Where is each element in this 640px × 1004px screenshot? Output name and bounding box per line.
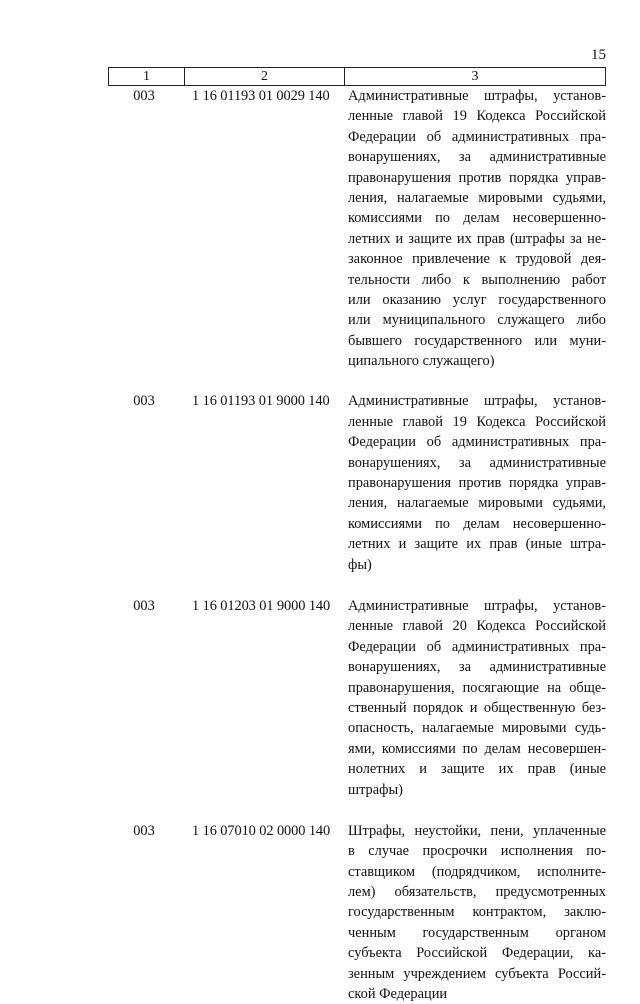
table-row [108,86,606,371]
description-line: Административные штрафы, установ- [348,393,606,410]
description-line: государственным контрактом, заклю- [348,904,606,921]
description-line: или муниципального служащего либо [348,312,606,329]
table-row [108,391,606,575]
description-line: лем) обязательств, предусмотренных [348,884,606,901]
header-col-2: 2 [185,68,345,85]
table-header-row [108,67,606,86]
description-line: нолетних и защите их прав (иные [348,761,606,778]
income-description [344,821,606,1004]
admin-code: 003 [133,88,155,104]
description-line: Федерации об административных пра- [348,434,606,451]
description-line: зенным учреждением субъекта Россий- [348,965,606,982]
income-description [344,391,606,575]
budget-classification-code: 1 16 01193 01 0029 140 [192,88,330,104]
description-line: правонарушения против порядка управ- [348,169,606,186]
table-row [108,596,606,800]
description-line: вонарушениях, за административные [348,659,606,676]
page-number: 15 [591,47,606,63]
description-line: тельности либо к выполнению работ [348,271,606,288]
admin-code: 003 [133,393,155,410]
description-line: ственный порядок и общественную без- [348,699,606,716]
description-line: Федерации об административных пра- [348,638,606,655]
description-line: опасность, налагаемые мировыми судь- [348,720,606,737]
income-description [344,596,606,800]
description-line: ления, налагаемые мировыми судьями, [348,189,606,206]
description-line: комиссиями по делам несовершенно- [348,515,606,532]
description-line: бывшего государственного или муни- [348,332,606,349]
description-line: правонарушения против порядка управ- [348,475,606,492]
description-line: или оказанию услуг государственного [348,291,606,308]
description-line: Федерации об административных пра- [348,128,606,145]
description-line: ленные главой 19 Кодекса Российской [348,413,606,430]
description-line: ленные главой 19 Кодекса Российской [348,108,606,125]
description-line: летних и защите их прав (иные штра- [348,536,606,553]
income-description [344,86,606,371]
admin-code: 003 [133,822,155,839]
description-line: фы) [348,556,372,573]
description-line: ленные главой 20 Кодекса Российской [348,618,606,635]
description-line: летних и защите их прав (штрафы за не- [348,230,606,247]
header-col-3: 3 [471,69,479,84]
description-line: ления, налагаемые мировыми судьями, [348,495,606,512]
admin-code: 003 [133,597,155,614]
description-line: Административные штрафы, установ- [348,597,606,614]
description-line: ями, комиссиями по делам несовершен- [348,740,606,757]
description-line: законное привлечение к трудовой дея- [348,251,606,268]
description-line: Штрафы, неустойки, пени, уплаченные [348,822,606,839]
description-line: правонарушения, посягающие на обще- [348,679,606,696]
budget-classification-code: 1 16 01203 01 9000 140 [192,597,331,614]
description-line: комиссиями по делам несовершенно- [348,210,606,227]
description-line: ской Федерации [348,986,448,1003]
description-line: вонарушениях, за административные [348,149,606,166]
description-line: субъекта Российской Федерации, ка- [348,945,606,962]
description-line: Административные штрафы, установ- [348,88,606,104]
description-line: штрафы) [348,781,403,798]
table-body [108,86,606,1004]
description-line: в случае просрочки исполнения по- [348,843,606,860]
table-row [108,821,606,1004]
description-line: ченным государственным органом [348,924,606,941]
description-line: вонарушениях, за административные [348,454,606,471]
header-col-1: 1 [109,68,185,85]
description-line: ставщиком (подрядчиком, исполните- [348,863,606,880]
budget-classification-code: 1 16 01193 01 9000 140 [192,393,330,410]
description-line: ципального служащего) [348,353,495,370]
budget-classification-code: 1 16 07010 02 0000 140 [192,822,331,839]
